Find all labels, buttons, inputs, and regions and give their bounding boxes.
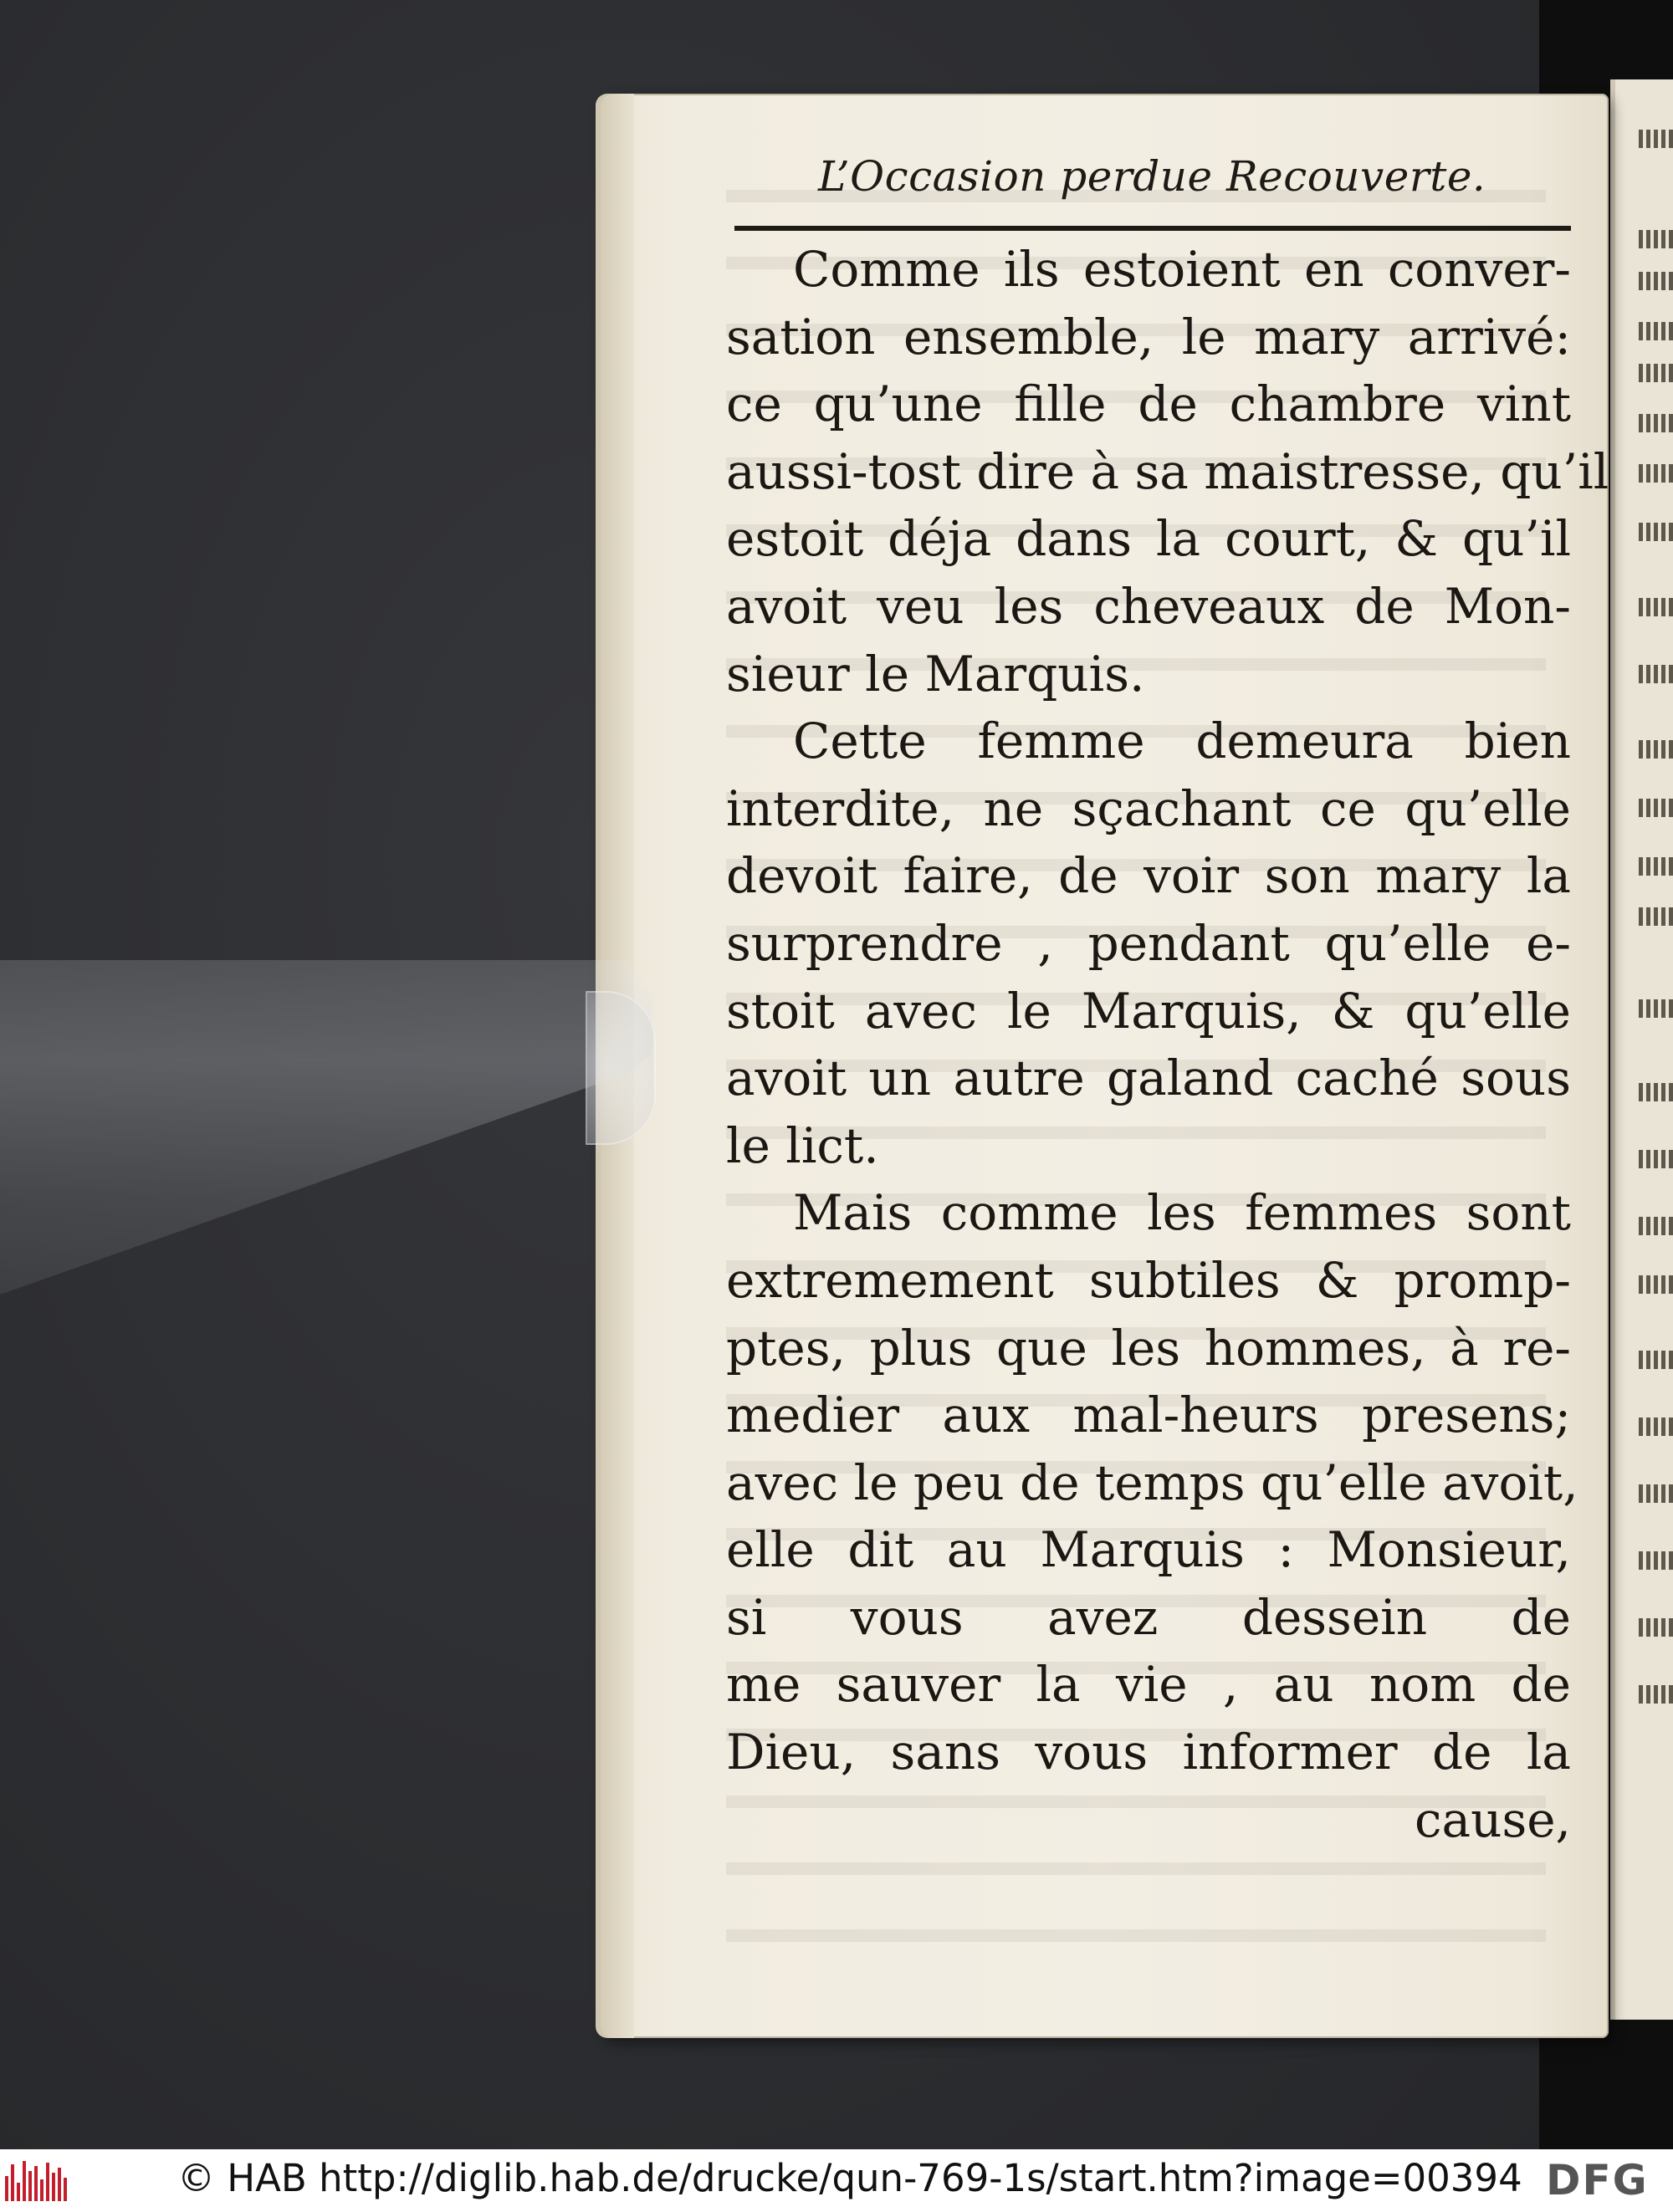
text-line: Comme ils estoient en conver- [793, 241, 1571, 298]
facing-text-fragment [1639, 1685, 1673, 1704]
text-line: Cette femme demeura bien [793, 713, 1571, 770]
logo-bar [64, 2178, 67, 2201]
text-line: surprendre , pendant qu’elle e- [726, 914, 1571, 972]
logo-bar [46, 2163, 49, 2201]
logo-bar [34, 2166, 38, 2201]
facing-text-fragment [1639, 523, 1673, 541]
footer-bar [0, 2149, 1673, 2212]
facing-text-fragment [1639, 598, 1673, 616]
facing-text-fragment [1639, 907, 1673, 926]
logo-bar [11, 2164, 14, 2201]
text-line: si vous avez dessein de [726, 1588, 1571, 1646]
dfg-logo: DFG [1546, 2156, 1649, 2204]
facing-text-fragment [1639, 799, 1673, 817]
facing-text-fragment [1639, 464, 1673, 483]
text-line: cause, [1415, 1791, 1571, 1848]
text-line: avoit veu les cheveaux de Mon- [726, 577, 1571, 635]
book-page [601, 94, 1609, 2038]
facing-text-fragment [1639, 1351, 1673, 1369]
logo-bar [28, 2171, 32, 2201]
text-line: extremement subtiles & promp- [726, 1251, 1571, 1309]
facing-text-fragment [1639, 1217, 1673, 1235]
text-line: sieur le Marquis. [726, 645, 1145, 702]
logo-bar [5, 2176, 8, 2201]
page-text [726, 236, 1609, 1853]
facing-text-fragment [1639, 1551, 1673, 1570]
logo-bar [23, 2161, 26, 2201]
facing-text-fragment [1639, 130, 1673, 148]
text-line: interdite, ne sçachant ce qu’elle [726, 779, 1571, 837]
facing-text-fragment [1639, 1083, 1673, 1101]
logo-bar [58, 2168, 61, 2201]
hab-logo-icon [5, 2161, 70, 2201]
text-line: ptes, plus que les hommes, à re- [726, 1319, 1571, 1377]
facing-text-fragment [1639, 740, 1673, 759]
facing-text-fragment [1639, 364, 1673, 382]
text-line: estoit déja dans la court, & qu’il [726, 510, 1571, 568]
facing-text-fragment [1639, 665, 1673, 683]
copyright-link[interactable]: © HAB http://diglib.hab.de/drucke/qun-769-1s/start.htm?image=00394 [177, 2156, 1522, 2200]
facing-text-fragment [1639, 999, 1673, 1018]
facing-text-fragment [1639, 1418, 1673, 1436]
text-line: Dieu, sans vous informer de la [726, 1724, 1571, 1781]
logo-bar [17, 2183, 20, 2201]
facing-text-fragment [1639, 1618, 1673, 1637]
text-line: avec le peu de temps qu’elle avoit, [726, 1453, 1578, 1511]
text-line: stoit avec le Marquis, & qu’elle [726, 982, 1571, 1040]
facing-text-fragment [1639, 857, 1673, 876]
text-line: medier aux mal-heurs presens; [726, 1387, 1571, 1444]
text-line: elle dit au Marquis : Monsieur, [726, 1521, 1571, 1579]
text-line: ce qu’une fille de chambre vint [726, 375, 1571, 433]
header-rule [734, 226, 1571, 231]
facing-text-fragment [1639, 272, 1673, 290]
facing-text-fragment [1639, 414, 1673, 432]
text-line: sation ensemble, le mary arrivé: [726, 308, 1571, 365]
facing-text-fragment [1639, 322, 1673, 340]
facing-text-fragment [1639, 1150, 1673, 1168]
facing-page-fragment [1610, 79, 1673, 2020]
text-line: me sauver la vie , au nom de [726, 1656, 1571, 1714]
facing-text-fragment [1639, 230, 1673, 248]
text-line: Mais comme les femmes sont [793, 1184, 1571, 1242]
facing-text-fragment [1639, 1275, 1673, 1294]
logo-bar [52, 2173, 55, 2201]
text-line: le lict. [726, 1116, 879, 1174]
clamp-tip [586, 991, 656, 1145]
text-line: aussi-tost dire à sa maistresse, qu’il [726, 442, 1609, 500]
facing-text-fragment [1639, 1484, 1673, 1503]
running-head: L’Occasion perdue Recouverte. [818, 152, 1486, 201]
text-line: avoit un autre galand caché sous [726, 1050, 1571, 1107]
logo-bar [40, 2179, 43, 2201]
text-line: devoit faire, de voir son mary la [726, 847, 1571, 905]
